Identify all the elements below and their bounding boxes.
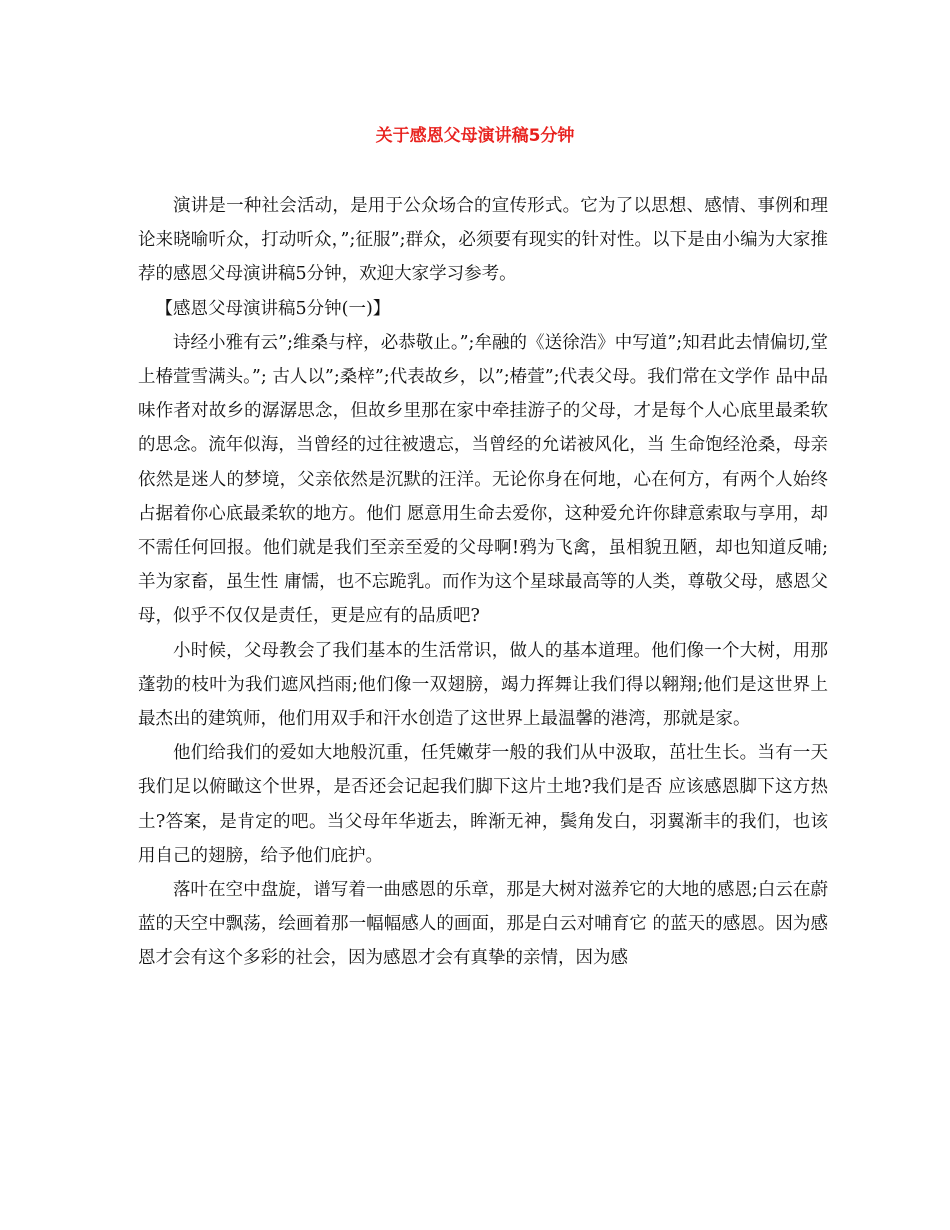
body-paragraph-3: 他们给我们的爱如大地般沉重，任凭嫩芽一般的我们从中汲取，茁壮生长。当有一天我们足以俯瞰这个世界，是否还会记起我们脚下这片土地?我们是否 应该感恩脚下这方热土?答案，是肯定的吧。当父母年华逝去，眸渐无神，鬓角发白，羽翼渐丰的我们，也该用自己的翅膀，给予他们庇护。: [138, 743, 828, 866]
document-title: 关于感恩父母演讲稿5分钟: [375, 126, 575, 146]
section-heading: 【感恩父母演讲稿5分钟(一)】: [155, 298, 391, 319]
body-paragraph-4: 落叶在空中盘旋，谱写着一曲感恩的乐章，那是大树对滋养它的大地的感恩;白云在蔚蓝的天空中飘荡，绘画着那一幅幅感人的画面，那是白云对哺育它 的蓝天的感恩。因为感恩才会有这个多彩的社会，因为感恩才会有真挚的亲情，因为感: [138, 880, 828, 969]
intro-paragraph: 演讲是一种社会活动，是用于公众场合的宣传形式。它为了以思想、感情、事例和理论来晓喻听众，打动听众，”;征服”;群众，必须要有现实的针对性。以下是由小编为大家推荐的感恩父母演讲稿5分钟，欢迎大家学习参考。: [138, 196, 828, 285]
body-paragraph-2: 小时候，父母教会了我们基本的生活常识，做人的基本道理。他们像一个大树，用那蓬勃的枝叶为我们遮风挡雨;他们像一双翅膀，竭力挥舞让我们得以翱翔;他们是这世界上最杰出的建筑师，他们用双手和汗水创造了这世界上最温馨的港湾，那就是家。: [138, 640, 828, 730]
body-paragraph-1: 诗经小雅有云”;维桑与梓，必恭敬止。”;牟融的《送徐浩》中写道”;知君此去情偏切,堂上椿萱雪满头。”; 古人以”;桑梓”;代表故乡，以”;椿萱”;代表父母。我们常在文学作 品中品味作者对故乡的潺潺思念，但故乡里那在家中牵挂游子的父母，才是每个人心底里最柔软的思念。流年似海，当曾经的过往被遗忘，当曾经的允诺被风化，当 生命饱经沧桑，母亲依然是迷人的梦境，父亲依然是沉默的汪洋。无论你身在何地，心在何方，有两个人始终占据着你心底最柔软的地方。他们 愿意用生命去爱你，这种爱允许你肆意索取与享用，却不需任何回报。他们就是我们至亲至爱的父母啊!鸦为飞禽，虽相貌丑陋，却也知道反哺;羊为家畜，虽生性 庸懦，也不忘跪乳。而作为这个星球最高等的人类，尊敬父母，感恩父母，似乎不仅仅是责任，更是应有的品质吧?: [138, 332, 828, 627]
document-body: [138, 189, 828, 976]
